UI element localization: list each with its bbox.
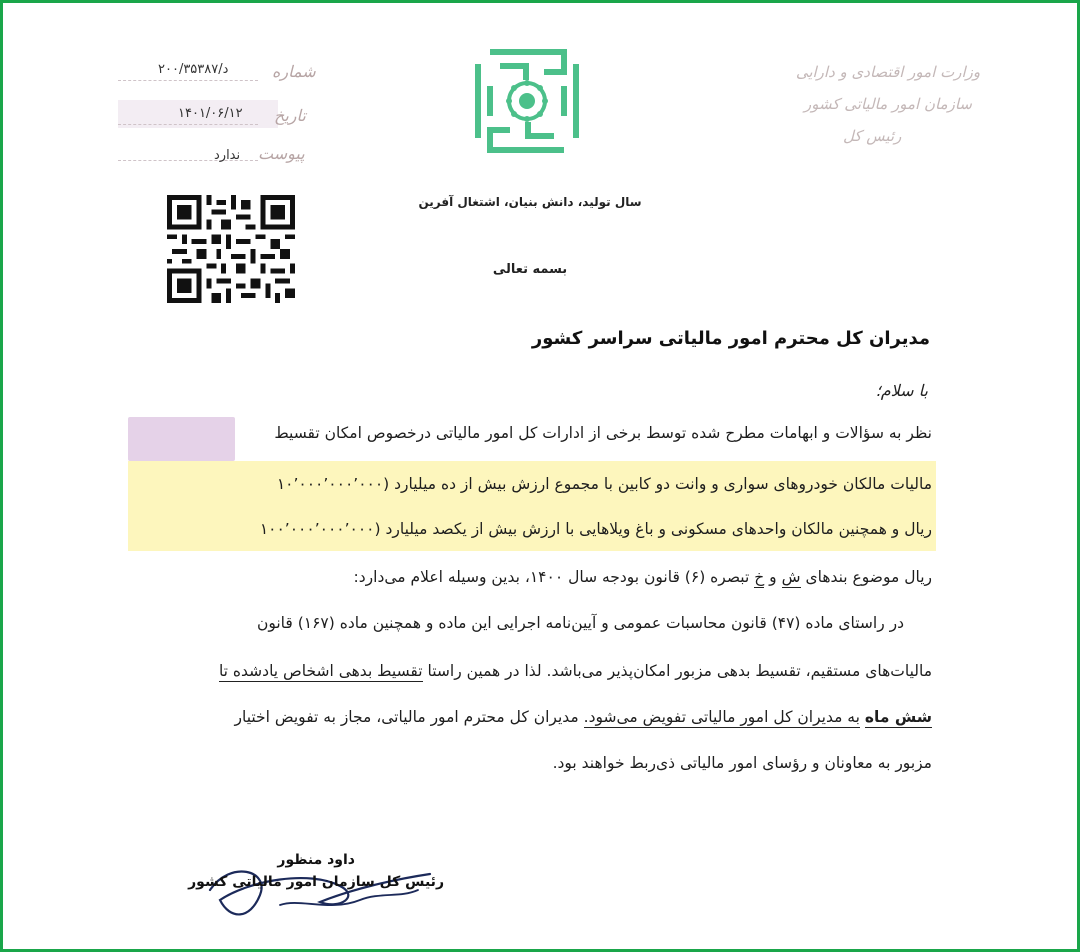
paragraph-1-line-2: مالیات مالکان خودروهای سواری و وانت دو کابین با مجموع ارزش بیش از ده میلیارد (۱۰٬۰۰۰٬۰۰۰٬۰۰۰ [276, 475, 932, 493]
paragraph-2-line-2-a: مالیات‌های مستقیم، تقسیط بدهی مزبور امکان‌پذیر می‌باشد. لذا در همین راستا [427, 662, 932, 680]
recipient-heading: مدیران کل محترم امور مالیاتی سراسر کشور [531, 328, 930, 349]
six-months-term: شش ماه [864, 708, 932, 726]
bismillah: بسمه تعالی [492, 262, 568, 277]
date-value: ۱۴۰۱/۰۶/۱۲ [178, 106, 243, 121]
ministry-header [788, 56, 988, 152]
ministry-line-2: سازمان امور مالیاتی کشور [804, 95, 972, 113]
paragraph-1-line-4 [354, 568, 932, 586]
signatory-title: رئیس کل سازمان امور مالیاتی کشور [188, 874, 444, 890]
paragraph-2-line-1: در راستای ماده (۴۷) قانون محاسبات عمومی و آیین‌نامه اجرایی این ماده و همچنین ماده (۱۶۷) قانون [256, 614, 904, 632]
attachment-value: ندارد [214, 148, 241, 163]
paragraph-2-line-2 [219, 662, 932, 680]
highlight-purple [128, 417, 235, 461]
paragraph-1-line-4-e: تبصره (۶) قانون بودجه سال ۱۴۰۰، بدین وسیله اعلام می‌دارد: [353, 568, 750, 586]
installment-possibility-term: امکان تقسیط [274, 424, 362, 442]
clause-sh: ش [781, 568, 801, 586]
paragraph-1-line-3: ریال و همچنین مالکان واحدهای مسکونی و باغ ویلاهایی با ارزش بیش از یکصد میلیارد (۱۰۰٬۰۰۰٬۰۰۰٬۰۰۰ [259, 520, 932, 538]
ministry-line-1: وزارت امور اقتصادی و دارایی [795, 63, 981, 81]
clause-kh: خ [754, 568, 765, 586]
delegation-sentence: به مدیران کل امور مالیاتی تفویض می‌شود. [583, 708, 860, 726]
salutation: با سلام؛ [875, 381, 928, 400]
tax-organization-logo [470, 42, 584, 160]
date-rule [118, 124, 258, 125]
paragraph-1-line-1-text: نظر به سؤالات و ابهامات مطرح شده توسط برخی از ادارات کل امور مالیاتی درخصوص [366, 424, 932, 442]
attachment-label: پیوست [258, 144, 305, 163]
installment-persons-term: تقسیط بدهی اشخاص یادشده تا [218, 662, 423, 680]
paragraph-2-line-3-c: مدیران کل محترم امور مالیاتی، مجاز به تفویض اختیار [234, 708, 579, 726]
paragraph-1-line-4-c: و [769, 568, 777, 586]
paragraph-1-line-1 [274, 424, 932, 442]
paragraph-2-line-3 [235, 708, 933, 726]
paragraph-1-line-4-a: ریال موضوع بندهای [805, 568, 932, 586]
year-slogan: سال تولید، دانش بنیان، اشتغال آفرین [418, 195, 642, 209]
signatory-name: داود منظور [277, 852, 355, 868]
paragraph-2-line-4: مزبور به معاونان و رؤسای امور مالیاتی ذی‌ربط خواهند بود. [552, 754, 932, 772]
qr-code [166, 195, 296, 303]
date-label: تاریخ [274, 106, 306, 125]
ministry-line-3: رئیس کل [843, 127, 902, 145]
number-rule [118, 80, 258, 81]
number-value: د/۲۰۰/۳۵۳۸۷ [158, 62, 229, 77]
number-label: شماره [272, 62, 316, 81]
